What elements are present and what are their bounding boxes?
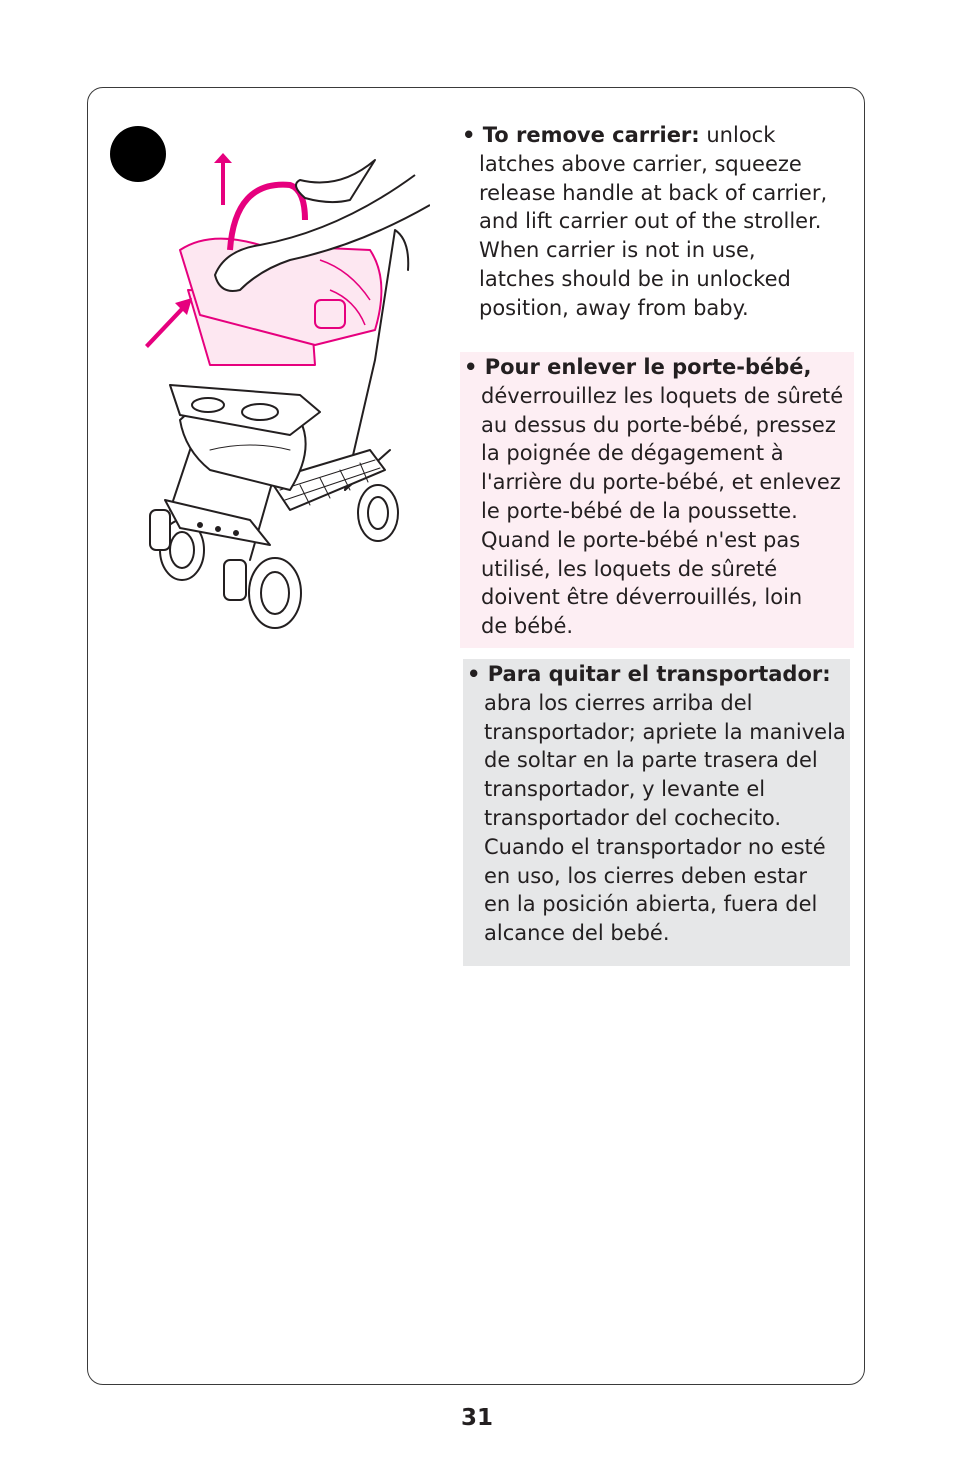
french-line: l'arrière du porte-bébé, et enlevez <box>481 470 841 495</box>
french-line: déverrouillez les loquets de sûreté <box>481 383 844 408</box>
french-line: Quand le porte-bébé n'est pas <box>481 527 801 552</box>
french-heading: • Pour enlever le porte-bébé, <box>464 355 812 379</box>
spanish-line: transportador del cochecito. <box>484 805 782 830</box>
french-instructions <box>460 352 854 648</box>
english-line: release handle at back of carrier, <box>479 180 828 205</box>
french-line: doivent être déverrouillés, loin <box>481 585 803 610</box>
spanish-instructions <box>463 659 850 966</box>
spanish-line: abra los cierres arriba del <box>484 690 753 715</box>
french-line: la poignée de dégagement à <box>481 441 784 466</box>
infant-carrier <box>180 185 381 365</box>
front-right-wheel <box>224 558 301 628</box>
english-line: latches should be in unlocked <box>479 266 791 291</box>
spanish-line: en la posición abierta, fuera del <box>484 892 818 917</box>
french-line: au dessus du porte-bébé, pressez <box>481 412 836 437</box>
spanish-line: en uso, los cierres deben estar <box>484 863 808 888</box>
english-line: latches above carrier, squeeze <box>479 151 802 176</box>
rear-wheel <box>358 485 398 541</box>
english-first-words: unlock <box>699 123 776 147</box>
english-line: When carrier is not in use, <box>479 238 756 263</box>
spanish-line: transportador; apriete la manivela <box>484 719 846 744</box>
english-line: position, away from baby. <box>479 295 749 320</box>
french-line: utilisé, les loquets de sûreté <box>481 556 778 581</box>
spanish-line: alcance del bebé. <box>484 921 670 946</box>
french-line: le porte-bébé de la poussette. <box>481 498 798 523</box>
french-line: de bébé. <box>481 614 574 639</box>
stroller-carrier-illustration <box>140 150 430 640</box>
spanish-heading: • Para quitar el transportador: <box>467 662 831 686</box>
page-number: 31 <box>460 1405 493 1431</box>
english-line: and lift carrier out of the stroller. <box>479 209 822 234</box>
spanish-line: Cuando el transportador no esté <box>484 834 826 859</box>
english-heading: • To remove carrier: <box>462 123 700 147</box>
english-instructions <box>462 121 827 323</box>
spanish-line: de soltar en la parte trasera del <box>484 748 818 773</box>
spanish-line: transportador, y levante el <box>484 777 766 802</box>
